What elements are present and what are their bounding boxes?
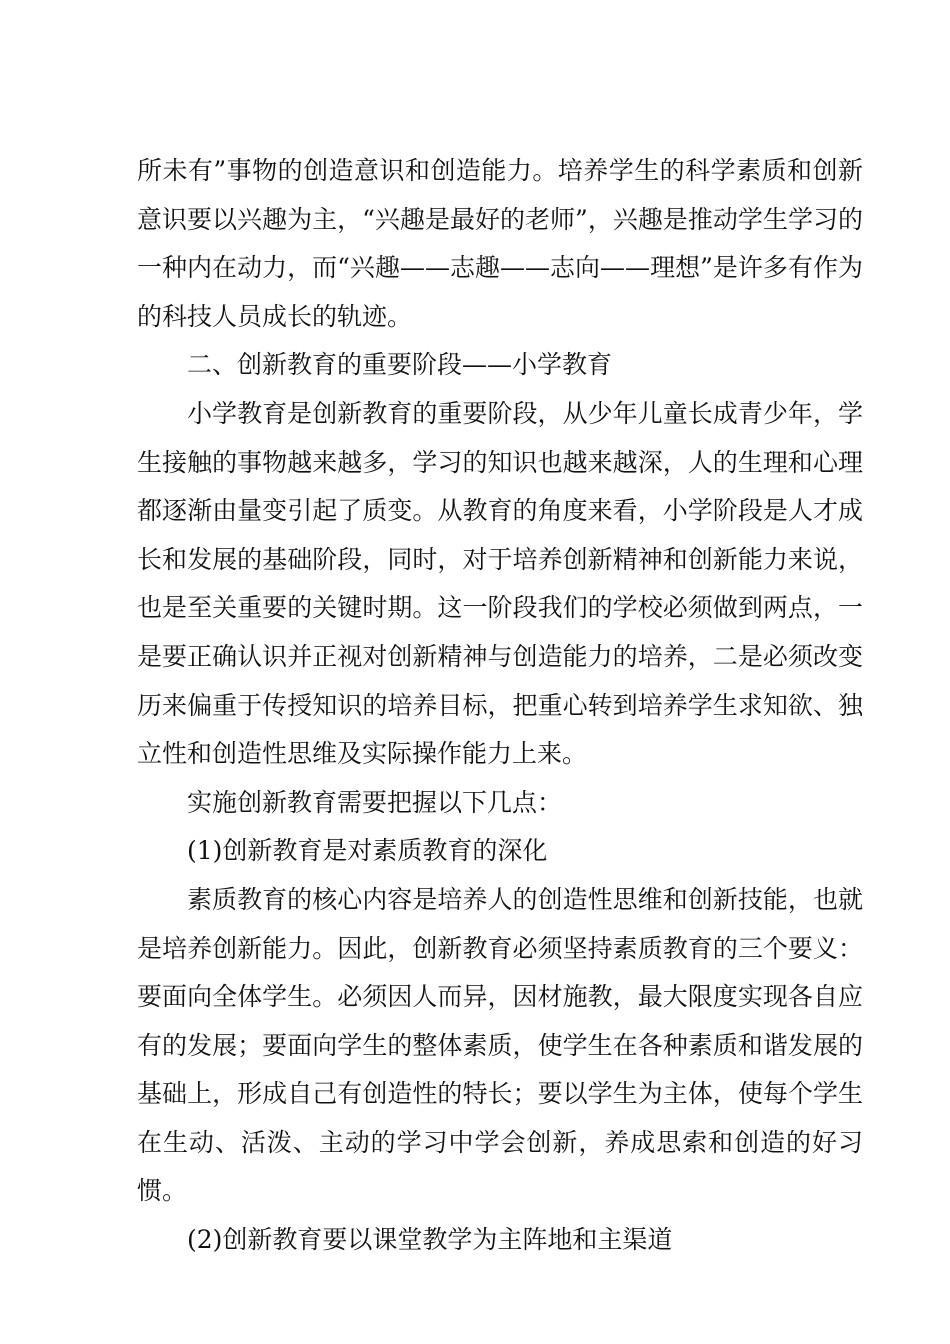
subheading-point-1: (1)创新教育是对素质教育的深化 bbox=[187, 836, 548, 866]
paragraph-intro-points: 实施创新教育需要把握以下几点： bbox=[187, 787, 563, 817]
section-heading: 二、创新教育的重要阶段——小学教育 bbox=[187, 350, 613, 380]
subheading-point-2: (2)创新教育要以课堂教学为主阵地和主渠道 bbox=[187, 1225, 673, 1255]
paragraph-continuation: 所未有”事物的创造意识和创造能力。培养学生的科学素质和创新意识要以兴趣为主，“兴趣是最好的老师”，兴趣是推动学生学习的一种内在动力，而“兴趣——志趣——志向——理想”是许多有作为的科技人员成长的轨迹。 bbox=[137, 156, 863, 331]
paragraph-quality-education: 素质教育的核心内容是培养人的创造性思维和创新技能，也就是培养创新能力。因此，创新教育必须坚持素质教育的三个要义：要面向全体学生。必须因人而异，因材施教，最大限度实现各自应有的发展；要面向学生的整体素质，使学生在各种素质和谐发展的基础上，形成自己有创造性的特长；要以学生为主体，使每个学生在生动、活泼、主动的学习中学会创新，养成思索和创造的好习惯。 bbox=[137, 884, 863, 1206]
document-body bbox=[137, 147, 863, 1265]
paragraph-primary-education: 小学教育是创新教育的重要阶段，从少年儿童长成青少年，学生接触的事物越来越多，学习的知识也越来越深，人的生理和心理都逐渐由量变引起了质变。从教育的角度来看，小学阶段是人才成长和发展的基础阶段，同时，对于培养创新精神和创新能力来说，也是至关重要的关键时期。这一阶段我们的学校必须做到两点，一是要正确认识并正视对创新精神与创造能力的培养，二是必须改变历来偏重于传授知识的培养目标，把重心转到培养学生求知欲、独立性和创造性思维及实际操作能力上来。 bbox=[137, 398, 863, 769]
